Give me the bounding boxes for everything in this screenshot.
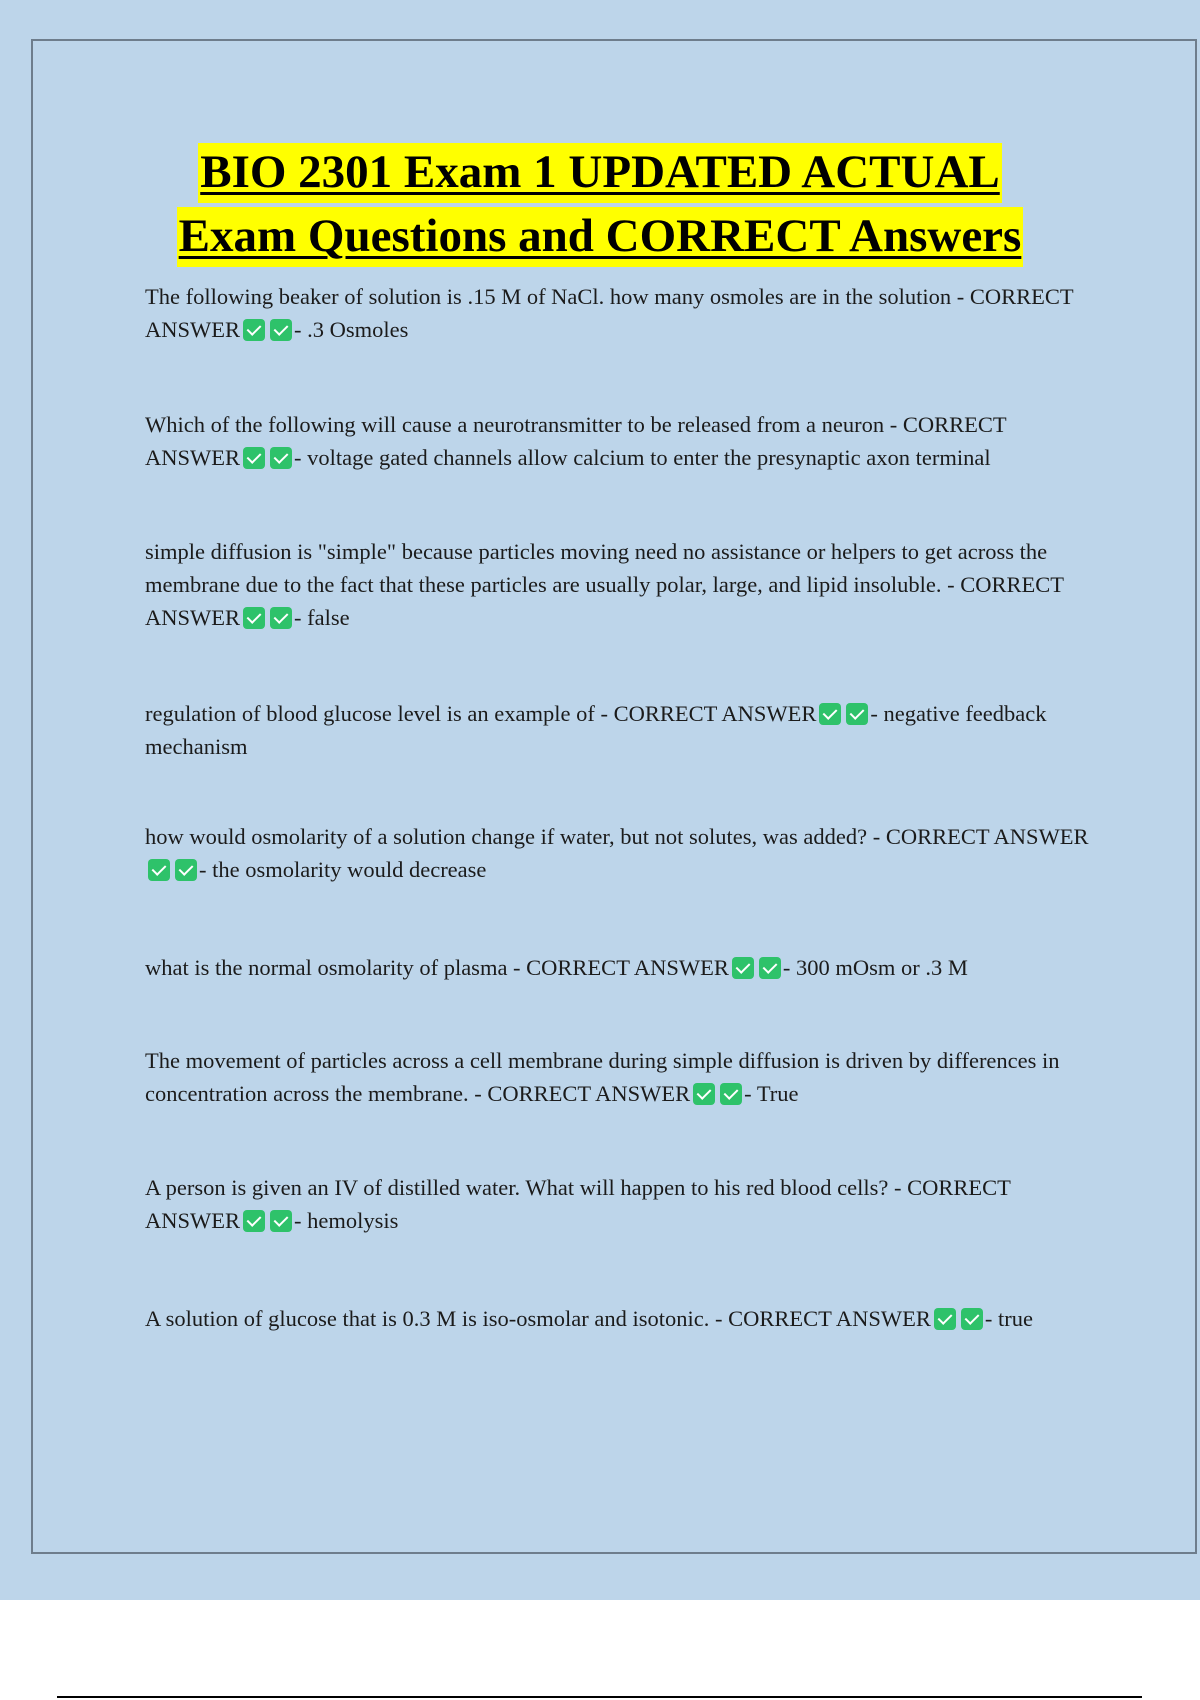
qa-item-1 xyxy=(145,280,1090,346)
question-text: what is the normal osmolarity of plasma - CORRECT ANSWER xyxy=(145,955,729,980)
question-text: regulation of blood glucose level is an example of - CORRECT ANSWER xyxy=(145,701,817,726)
question-text: A solution of glucose that is 0.3 M is iso-osmolar and isotonic. - CORRECT ANSWER xyxy=(145,1306,931,1331)
check-icon xyxy=(270,319,292,341)
check-icon xyxy=(846,703,868,725)
check-icon xyxy=(720,1083,742,1105)
answer-text: - voltage gated channels allow calcium to enter the presynaptic axon terminal xyxy=(294,445,991,470)
question-text: Which of the following will cause a neurotransmitter to be released from a neuron - CORRECT ANSWER xyxy=(145,412,1007,470)
bottom-rule xyxy=(57,1696,1142,1698)
question-text: simple diffusion is "simple" because particles moving need no assistance or helpers to get across the membrane due to the fact that these particles are usually polar, large, and lipid insoluble. - CORRECT ANSWER xyxy=(145,539,1064,630)
qa-item-5 xyxy=(145,820,1090,886)
qa-item-3 xyxy=(145,535,1090,634)
answer-text: - 300 mOsm or .3 M xyxy=(782,955,968,980)
check-icon xyxy=(148,859,170,881)
answer-text: - negative feedback mechanism xyxy=(145,701,1047,759)
check-icon xyxy=(243,1210,265,1232)
check-icon xyxy=(270,1210,292,1232)
qa-item-4 xyxy=(145,697,1090,763)
check-icon xyxy=(270,607,292,629)
answer-text: - hemolysis xyxy=(294,1208,399,1233)
check-icon xyxy=(243,607,265,629)
check-icon xyxy=(961,1308,983,1330)
qa-item-6 xyxy=(145,951,1090,984)
check-icon xyxy=(732,957,754,979)
title-line-2: Exam Questions and CORRECT Answers xyxy=(177,207,1024,267)
answer-text: - true xyxy=(984,1306,1033,1331)
qa-item-8 xyxy=(145,1171,1090,1237)
title-line-1: BIO 2301 Exam 1 UPDATED ACTUAL xyxy=(198,143,1002,203)
question-text: The movement of particles across a cell membrane during simple diffusion is driven by differences in concentration across the membrane. - CORRECT ANSWER xyxy=(145,1048,1060,1106)
qa-item-7 xyxy=(145,1044,1090,1110)
answer-text: - .3 Osmoles xyxy=(294,317,409,342)
qa-item-9 xyxy=(145,1302,1090,1335)
question-text: A person is given an IV of distilled water. What will happen to his red blood cells? - CORRECT ANSWER xyxy=(145,1175,1011,1233)
check-icon xyxy=(243,447,265,469)
check-icon xyxy=(175,859,197,881)
check-icon xyxy=(693,1083,715,1105)
answer-text: - the osmolarity would decrease xyxy=(199,857,487,882)
check-icon xyxy=(759,957,781,979)
answer-text: - True xyxy=(744,1081,799,1106)
check-icon xyxy=(270,447,292,469)
check-icon xyxy=(243,319,265,341)
document-title xyxy=(0,143,1200,267)
question-text: The following beaker of solution is .15 M of NaCl. how many osmoles are in the solution - CORRECT ANSWER xyxy=(145,284,1074,342)
answer-text: - false xyxy=(294,605,350,630)
question-text: how would osmolarity of a solution change if water, but not solutes, was added? - CORRECT ANSWER xyxy=(145,824,1089,849)
check-icon xyxy=(819,703,841,725)
qa-item-2 xyxy=(145,408,1090,474)
check-icon xyxy=(934,1308,956,1330)
